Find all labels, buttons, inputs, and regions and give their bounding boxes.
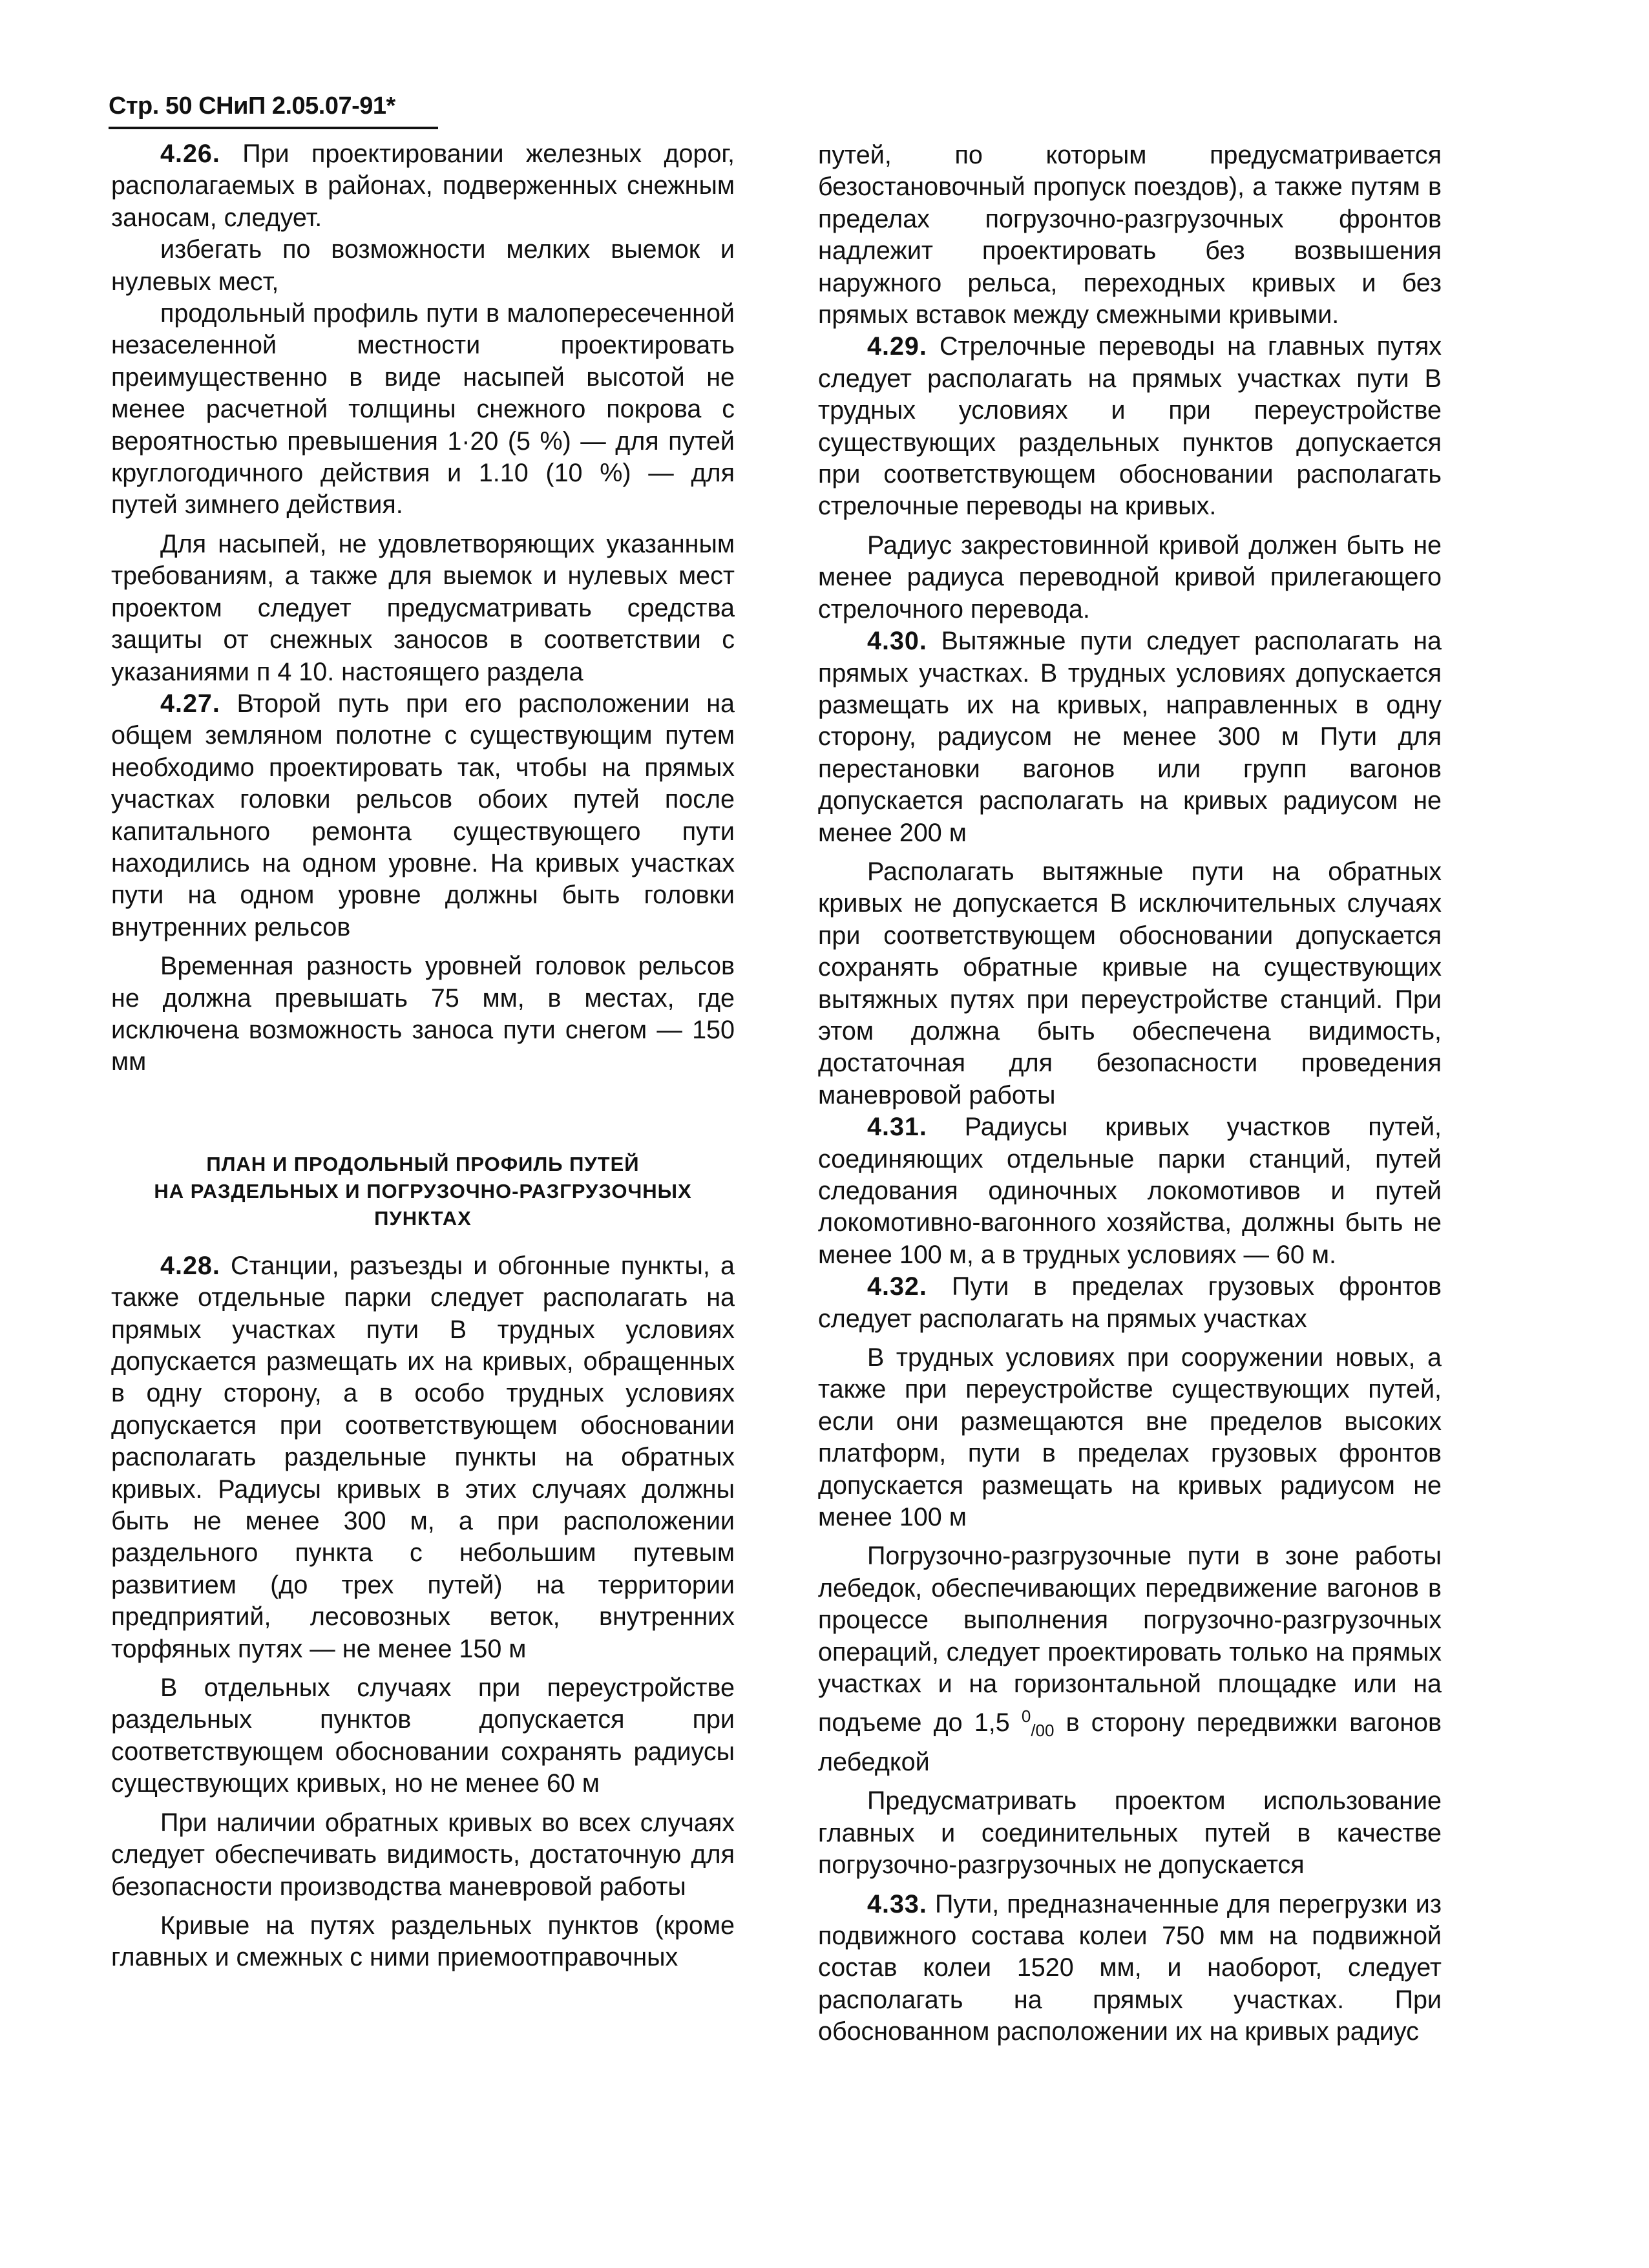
clause-number: 4.27. [160,689,220,718]
paragraph: Предусматривать проектом использование главных и соединительных путей в качестве погрузочно-разгрузочных не допускается [818,1787,1442,1880]
paragraph: Для насыпей, не удовлетворяющих указанным требованиям, а также для выемок и нулевых мест проектом следует предусматривать средства защиты от снежных заносов в соответствии с указаниями п 4 10. настоящего раздела [111,529,735,686]
paragraph: Располагать вытяжные пути на обратных кривых не допускается В исключительных случаях при соответствующем обосновании допускается сохранять обратные кривые на существующих вытяжных путях при переустройстве станций. При этом должна быть обеспечена видимость, достаточная для безопасности проведения маневровой работы [818,857,1442,1109]
clause-text: Стрелочные переводы на главных путях следует располагать на прямых участках пути В трудных условиях и при переустройстве существующих раздельных пунктов допускается при соответствующем обосновании располагать стрелочные переводы на кривых. [818,332,1442,521]
clause-text: Пути в пределах грузовых фронтов следует располагать на прямых участках [818,1272,1442,1333]
clause-4-29 [818,331,1442,522]
paragraph: Кривые на путях раздельных пунктов (кроме главных и смежных с ними приемоотправочных [111,1911,735,1972]
paragraph: продольный профиль пути в малопересеченной незаселенной местности проектировать преимущественно в виде насыпей высотой не менее расчетной толщины снежного покрова с вероятностью превышения 1·20 (5 %) — для путей круглогодичного действия и 1.10 (10 %) — для путей зимнего действия. [111,299,735,520]
section-title-line: ПУНКТАХ [374,1206,472,1230]
clause-4-30 [818,625,1442,849]
clause-number: 4.33. [867,1889,927,1918]
clause-number: 4.28. [160,1251,220,1280]
section-title-line: НА РАЗДЕЛЬНЫХ И ПОГРУЗОЧНО-РАЗГРУЗОЧНЫХ [154,1179,692,1202]
clause-4-31 [818,1111,1442,1271]
clause-number: 4.26. [160,140,220,168]
header-rule [109,127,438,129]
paragraph: При наличии обратных кривых во всех случаях следует обеспечивать видимость, достаточную для безопасности производства маневровой работы [111,1808,735,1901]
section-title-line: ПЛАН И ПРОДОЛЬНЫЙ ПРОФИЛЬ ПУТЕЙ [206,1152,640,1175]
clause-text: Второй путь при его расположении на общем земляном полотне с существующим путем необходимо проектировать так, чтобы на прямых участках головки рельсов обоих путей после капитального ремонта существующего пути находились на одном уровне. На кривых участках пути на одном уровне должны быть головки внутренних рельсов [111,689,735,941]
clause-text: Пути, предназначенные для перегрузки из подвижного состава колеи 750 мм на подвижной состав колеи 1520 мм, и наоборот, следует располагать на прямых участках. При обоснованном расположении их на кривых радиус [818,1889,1442,2046]
clause-number: 4.29. [867,332,927,361]
paragraph: В трудных условиях при сооружении новых, а также при переустройстве существующих путей, если они размещаются вне пределов высоких платформ, пути в пределах грузовых фронтов допускается размещать на кривых радиусом не менее 100 м [818,1343,1442,1532]
paragraph: Радиус закрестовинной кривой должен быть не менее радиуса переводной кривой прилегающего стрелочного перевода. [818,530,1442,624]
page-header: Стр. 50 СНиП 2.05.07-91* [109,92,395,120]
section-title [111,1151,735,1232]
clause-4-27 [111,688,735,943]
paragraph-continued: путей, по которым предусматривается безостановочный пропуск поездов), а также путям в пределах погрузочно-разгрузочных фронтов надлежит проектировать без возвышения наружного рельса, переходных кривых и без прямых вставок между смежными кривыми. [818,141,1442,330]
right-column [818,140,1442,2048]
clause-number: 4.31. [867,1113,927,1142]
clause-4-28 [111,1250,735,1665]
left-column [111,138,735,1974]
permille-superscript: 0 [1021,1706,1031,1726]
clause-text: Вытяжные пути следует располагать на прямых участках. В трудных условиях допускается размещать их на кривых, направленных в одну сторону, радиусом не менее 300 м Пути для перестановки вагонов или групп вагонов допускается располагать на кривых радиусом не менее 200 м [818,627,1442,847]
clause-number: 4.32. [867,1272,927,1301]
paragraph: В отдельных случаях при переустройстве раздельных пунктов допускается при соответствующем обосновании сохранять радиусы существующих кривых, но не менее 60 м [111,1674,735,1798]
paragraph-text: Погрузочно-разгрузочные пути в зоне работы лебедок, обеспечивающих передвижение вагонов в процессе выполнения погрузочно-разгрузочных операций, следует проектировать только на прямых участках и на горизонтальной площадке или на подъеме до 1,5 [818,1542,1442,1737]
clause-4-26 [111,138,735,234]
clause-text: Станции, разъезды и обгонные пункты, а также отдельные парки следует располагать на прямых участках пути В трудных условиях допускается размещать их на кривых, обращенных в одну сторону, а в особо трудных условиях допускается при соответствующем обосновании располагать раздельные пункты на обратных кривых. Радиусы кривых в этих случаях должны быть не менее 300 м, а при расположении раздельного пункта с небольшим путевым развитием (до трех путей) на территории предприятий, лесовозных веток, внутренних торфяных путях — не менее 150 м [111,1251,735,1663]
paragraph [818,1540,1442,1778]
clause-text: Радиусы кривых участков путей, соединяющих отдельные парки станций, путей следования одиночных локомотивов и путей локомотивно-вагонного хозяйства, должны быть не менее 100 м, а в трудных условиях — 60 м. [818,1113,1442,1269]
paragraph: избегать по возможности мелких выемок и нулевых мест, [111,235,735,296]
clause-4-33 [818,1889,1442,2048]
permille-subscript: /00 [1031,1720,1055,1740]
clause-number: 4.30. [867,627,927,656]
paragraph-text: в сторону передвижки вагонов лебедкой [818,1708,1442,1776]
paragraph: Временная разность уровней головок рельсов не должна превышать 75 мм, в местах, где исключена возможность заноса пути снегом — 150 мм [111,952,735,1076]
clause-text: При проектировании железных дорог, располагаемых в районах, подверженных снежным заносам, следует. [111,140,735,232]
clause-4-32 [818,1271,1442,1335]
